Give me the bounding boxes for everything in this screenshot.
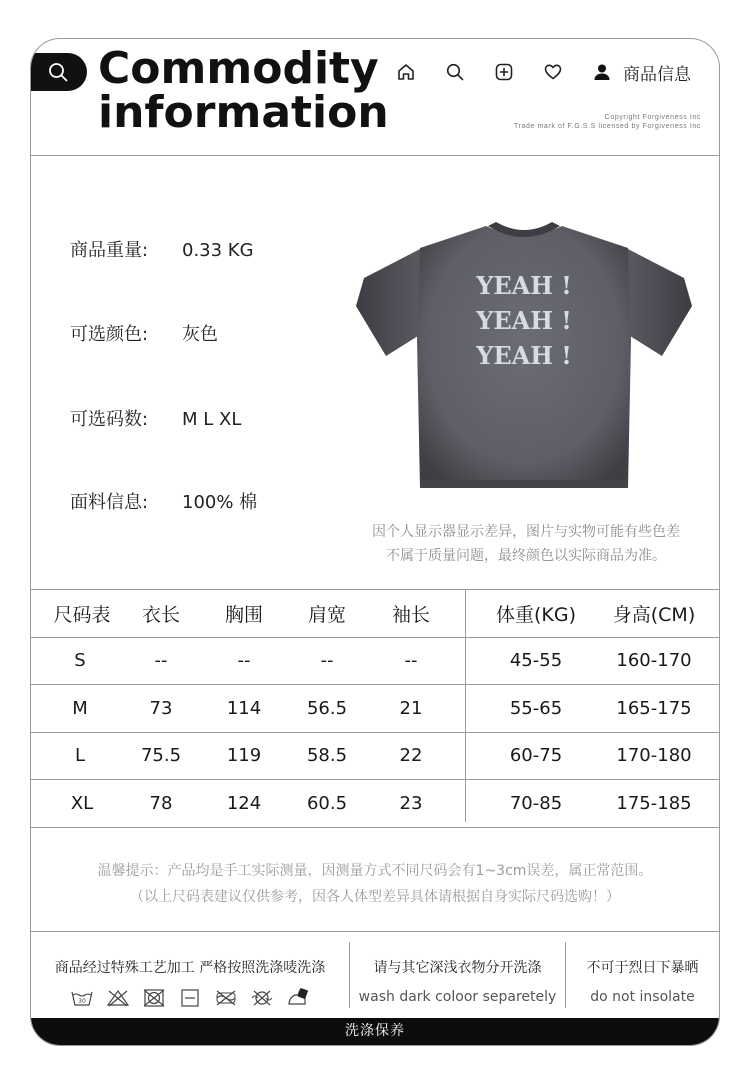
shoulder-cell: 58.5 <box>306 745 348 767</box>
spec-value: 100% 棉 <box>182 492 258 513</box>
header-cell: 衣长 <box>141 603 180 626</box>
length-cell: 73 <box>149 697 173 719</box>
chest-cell: 119 <box>226 745 262 767</box>
care-instructions <box>31 932 349 1018</box>
title-line-1: Commodity <box>98 43 379 94</box>
table-row <box>31 638 719 686</box>
shirt-print-line: YEAH ! <box>476 306 572 335</box>
product-info-section <box>31 156 719 590</box>
spec-weight <box>70 236 254 262</box>
chest-cell: 114 <box>226 697 262 719</box>
page-title <box>98 43 389 138</box>
color-disclaimer <box>331 520 720 568</box>
iron-icon <box>286 987 310 1009</box>
spec-key: 面料信息: <box>70 492 149 513</box>
weight-cell: 45-55 <box>509 650 563 672</box>
size-cell: S <box>74 650 86 672</box>
sleeve-cell: 22 <box>399 745 423 767</box>
weight-cell: 70-85 <box>509 792 563 814</box>
weight-cell: 60-75 <box>509 745 563 767</box>
care-icons <box>31 987 349 1009</box>
sleeve-cell: 23 <box>399 792 423 814</box>
spec-color <box>70 320 218 346</box>
hand-wash-icon <box>70 987 94 1009</box>
length-cell: 78 <box>149 792 173 814</box>
table-row <box>31 685 719 733</box>
header-cell: 袖长 <box>391 603 430 626</box>
care-no-sun <box>566 932 719 1018</box>
care-col1-title: 商品经过特殊工艺加工 严格按照洗涤唛洗涤 <box>54 960 326 976</box>
size-table <box>31 590 719 828</box>
favorite-button[interactable] <box>540 59 566 85</box>
disclaimer-line-1: 因个人显示器显示差异，图片与实物可能有些色差 <box>372 524 680 540</box>
care-col3-subtitle: do not insolate <box>590 989 695 1005</box>
care-separate-wash <box>350 932 565 1018</box>
shoulder-cell: 56.5 <box>306 697 348 719</box>
heart-icon <box>543 62 563 82</box>
flat-dry-icon <box>178 987 202 1009</box>
nav-search-button[interactable] <box>442 59 468 85</box>
header-cell: 体重(KG) <box>495 603 576 626</box>
height-cell: 175-185 <box>616 792 692 814</box>
size-cell: XL <box>70 792 94 814</box>
spec-value: 0.33 KG <box>182 240 254 261</box>
no-bleach-icon <box>106 987 130 1009</box>
search-icon <box>445 62 465 82</box>
no-dry-clean-icon <box>250 987 274 1009</box>
size-table-header <box>31 590 719 638</box>
chest-cell: 124 <box>226 792 262 814</box>
height-cell: 165-175 <box>616 697 692 719</box>
disclaimer-line-2: 不属于质量问题，最终颜色以实际商品为准。 <box>386 548 666 564</box>
table-row <box>31 733 719 781</box>
chest-cell: -- <box>237 650 251 672</box>
sleeve-cell: 21 <box>399 697 423 719</box>
size-cell: M <box>72 697 88 719</box>
shirt-print-line: YEAH ! <box>476 341 572 370</box>
height-cell: 170-180 <box>616 745 692 767</box>
length-cell: -- <box>154 650 168 672</box>
svg-text:30: 30 <box>78 998 86 1005</box>
title-line-2: information <box>98 87 389 138</box>
care-col2-subtitle: wash dark coloor separetely <box>358 989 557 1005</box>
spec-key: 可选码数: <box>70 409 149 430</box>
copyright-line-1: Copyright Forgiveness Inc <box>604 114 701 121</box>
user-button[interactable] <box>589 59 615 85</box>
tips-line-2: （以上尺码表建议仅供参考，因各人体型差异具体请根据自身实际尺码选购！） <box>130 889 620 905</box>
nav-label-product-info[interactable]: 商品信息 <box>623 64 691 85</box>
size-cell: L <box>74 745 86 767</box>
spec-value: M L XL <box>182 409 242 430</box>
measurement-tips <box>31 822 719 932</box>
shirt-print <box>475 271 572 370</box>
search-icon <box>47 61 69 83</box>
spec-key: 可选颜色: <box>70 324 149 345</box>
home-icon <box>396 62 416 82</box>
search-button[interactable] <box>30 53 87 91</box>
spec-sizes <box>70 405 241 431</box>
shirt-print-line: YEAH ! <box>476 271 572 300</box>
top-nav <box>393 57 691 87</box>
page-frame <box>30 38 720 1046</box>
footer-bar: 洗涤保养 <box>31 1018 719 1046</box>
tshirt-image <box>356 218 692 500</box>
table-row <box>31 780 719 828</box>
care-section <box>31 932 719 1018</box>
header <box>31 39 719 156</box>
table-divider <box>465 590 466 822</box>
user-icon <box>592 62 612 82</box>
shoulder-cell: -- <box>320 650 334 672</box>
home-button[interactable] <box>393 59 419 85</box>
no-tumble-dry-icon <box>142 987 166 1009</box>
spec-fabric <box>70 488 257 514</box>
height-cell: 160-170 <box>616 650 692 672</box>
header-cell: 尺码表 <box>53 603 111 626</box>
care-col3-title: 不可于烈日下暴晒 <box>586 960 699 976</box>
weight-cell: 55-65 <box>509 697 563 719</box>
care-col2-title: 请与其它深浅衣物分开洗涤 <box>373 960 542 976</box>
plus-square-icon <box>494 62 514 82</box>
copyright-notice <box>514 113 701 131</box>
spec-key: 商品重量: <box>70 240 149 261</box>
add-button[interactable] <box>491 59 517 85</box>
sleeve-cell: -- <box>404 650 418 672</box>
header-cell: 肩宽 <box>307 603 346 626</box>
tips-line-1: 温馨提示：产品均是手工实际测量，因测量方式不同尺码会有1~3cm误差，属正常范围。 <box>97 863 653 879</box>
spec-value: 灰色 <box>182 324 218 345</box>
header-cell: 胸围 <box>224 603 263 626</box>
no-wring-icon <box>214 987 238 1009</box>
shoulder-cell: 60.5 <box>306 792 348 814</box>
length-cell: 75.5 <box>140 745 182 767</box>
header-cell: 身高(CM) <box>612 603 696 626</box>
copyright-line-2: Trade mark of F.G.S.S licensed by Forgiveness Inc <box>513 123 701 130</box>
